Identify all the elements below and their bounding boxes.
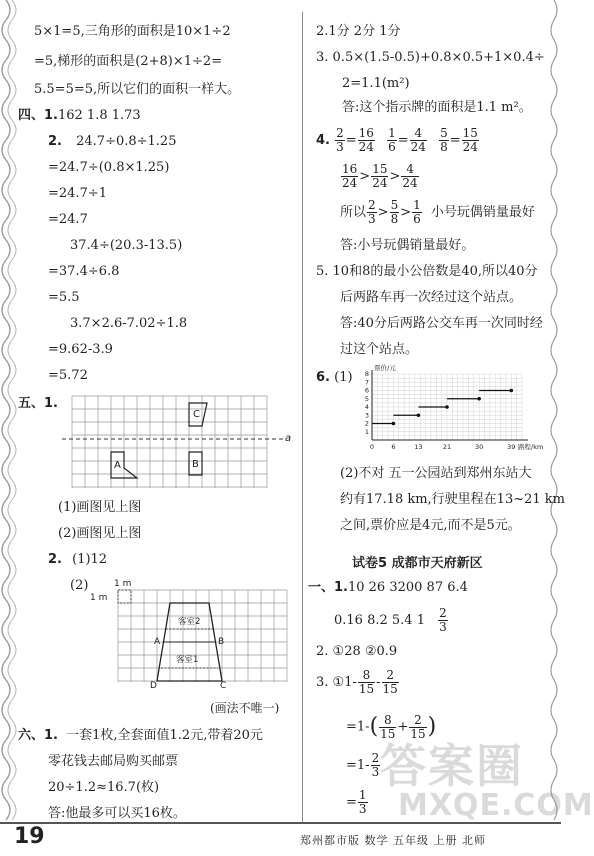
point-d-label: D	[150, 681, 157, 691]
q2-row	[48, 134, 176, 150]
y-axis-label: 票价/元	[374, 364, 396, 372]
text-line: =5,梯形的面积是(2+8)×1÷2=	[34, 54, 223, 69]
answer-text: 2.1分 2分 1分	[316, 24, 401, 39]
y-tick-label: 6	[364, 386, 369, 395]
calc-line: 37.4÷(20.3-13.5)	[70, 238, 183, 253]
room2-label: 客室2	[178, 617, 201, 627]
calc-line: =9.62-3.9	[48, 342, 113, 357]
so-text: 所以	[340, 205, 367, 220]
point-b-label: B	[218, 637, 225, 647]
fraction: $\frac{2}{3}$	[336, 126, 344, 154]
calc-line: 5. 10和8的最小公倍数是40,所以40分	[316, 264, 538, 279]
calc-line: =37.4÷6.8	[48, 264, 120, 279]
fraction: $\frac{16}{24}$	[342, 162, 358, 190]
answer-text: 一套1枚,全套面值1.2元,带着20元	[66, 728, 263, 743]
x-tick-label: 6	[391, 443, 396, 451]
segment-end-dot	[509, 389, 513, 393]
calc-lead: 3. ①1-	[316, 675, 357, 690]
shape-b-label: B	[192, 459, 199, 470]
test-title: 试卷5 成都市天府新区	[352, 556, 483, 571]
calc-line: 20÷1.2≈16.7(枚)	[48, 780, 160, 795]
y-tick-label: 3	[364, 411, 369, 420]
test-q1b-row	[334, 604, 449, 638]
answer-text: 答:40分后两路公交车再一次同时经	[340, 316, 543, 331]
calc-line: =24.7÷1	[48, 186, 108, 201]
fraction: $\frac{2}{15}$	[382, 668, 398, 696]
y-tick-label: 1	[364, 427, 369, 436]
answer-text: 162 1.8 1.73	[57, 108, 141, 123]
answer-text: (1)12	[72, 552, 108, 567]
calc-line: =24.7	[48, 212, 88, 227]
q2-row	[48, 552, 107, 568]
answer-text: 后两路车再一次经过这个站点。	[340, 290, 523, 305]
test-q2-row: 2. ①28 ②0.9	[316, 644, 398, 659]
section-label: 五、1.	[18, 396, 58, 411]
watermark-url: MXQE.COM	[398, 788, 594, 823]
fraction: $\frac{5}{8}$	[440, 126, 448, 154]
unit-square	[118, 590, 131, 603]
question-number: 4.	[316, 133, 330, 148]
conclusion-row: 所以 $\frac{2}{3}$ > $\frac{5}{8}$ > $\frac{1}{6}$ 小号玩偶销量最好	[340, 198, 535, 226]
watermark-logo: 答案圈	[380, 739, 524, 793]
section-label: 一、1.	[308, 580, 348, 595]
calc-row	[346, 748, 381, 784]
test-q1-row	[308, 580, 468, 596]
section-6-row	[18, 728, 263, 744]
wavy-left-border	[0, 0, 20, 856]
answer-text: 答:这个指示牌的面积是1.1 m²。	[342, 100, 532, 115]
footer-info: 郑州都市版 数学 五年级 上册 北师	[300, 834, 486, 847]
unit-left-label: 1 m	[90, 593, 108, 603]
answer-text: 0.16 8.2 5.4 1	[334, 613, 425, 628]
calc-row	[346, 786, 369, 820]
compare-row: $\frac{16}{24}$ > $\frac{15}{24}$ > $\frac{4}{24}$	[342, 162, 418, 190]
fraction: $\frac{4}{24}$	[402, 162, 418, 190]
answer-text: (2)	[70, 578, 89, 593]
answer-text: 答:小号玩偶销量最好。	[340, 238, 475, 253]
fraction: $\frac{2}{3}$	[371, 751, 380, 779]
text-line: 5.5=5=5,所以它们的面积一样大。	[34, 82, 241, 97]
page-number: 19	[14, 824, 45, 849]
fare-step-chart	[358, 364, 548, 456]
calc-line: 3.7×2.6-7.02÷1.8	[70, 316, 188, 331]
shape-a-label: A	[114, 460, 121, 471]
footer-bar	[0, 822, 561, 824]
section-label: 四、1.	[18, 108, 58, 123]
x-tick-label: 0	[369, 443, 375, 451]
section-4-row	[18, 108, 141, 124]
answer-line: (1)画图见上图	[58, 500, 142, 515]
y-tick-label: 4	[364, 403, 369, 411]
x-axis-label: 路程/km	[518, 443, 544, 451]
text-line: 5×1=5,三角形的面积是10×1÷2	[34, 24, 231, 39]
answer-text: (2)不对 五一公园站到郑州东站大	[340, 466, 532, 481]
point-a-label: A	[154, 637, 161, 647]
answer-text: 10 26 3200 87 6.4	[347, 580, 468, 595]
fraction: $\frac{4}{24}$	[410, 126, 426, 154]
q6-row	[316, 370, 353, 386]
answer-text: 过这个站点。	[340, 342, 419, 357]
y-tick-label: 7	[364, 378, 369, 387]
answer-text: 答:他最多可以买16枚。	[48, 806, 186, 821]
calc-lead: =1-	[346, 719, 370, 735]
segment-end-dot	[417, 413, 421, 417]
x-tick-label: 13	[414, 443, 423, 451]
fraction: $\frac{1}{6}$	[388, 126, 396, 154]
axis-label-a: a	[285, 433, 292, 444]
calc-line: 2=1.1(m²)	[342, 76, 410, 91]
y-tick-label: 8	[364, 370, 369, 378]
column-divider	[302, 12, 303, 822]
shape-c-label: C	[193, 409, 200, 420]
fraction: $\frac{2}{3}$	[368, 198, 376, 226]
room1-label: 客室1	[176, 655, 199, 665]
question-number: 2.	[48, 552, 62, 567]
question-number: 2.	[48, 134, 62, 149]
calc-line: 3. 0.5×(1.5-0.5)+0.8×0.5+1×0.4÷	[316, 50, 545, 65]
segment-end-dot	[392, 422, 396, 426]
y-tick-label: 5	[364, 394, 369, 403]
calc-line: =24.7÷(0.8×1.25)	[48, 160, 170, 175]
answer-text: (1)	[334, 370, 353, 385]
segment-end-dot	[445, 405, 449, 409]
grid-lines	[72, 396, 267, 488]
grid-lines	[118, 590, 287, 682]
symmetry-grid-figure	[62, 396, 292, 492]
unit-top-label: 1 m	[114, 579, 132, 589]
fraction: $\frac{8}{15}$	[358, 668, 375, 696]
question-number: 6.	[316, 370, 330, 385]
answer-line: (2)画图见上图	[58, 526, 142, 541]
fraction: $\frac{8}{15}$	[380, 712, 396, 741]
trapezoid-grid-figure	[88, 576, 298, 691]
point-c-label: C	[220, 681, 227, 691]
note-text: (画法不唯一)	[210, 701, 280, 715]
fraction: $\frac{2}{3}$	[439, 606, 447, 634]
test-q3-row: 3. ①1- $\frac{8}{15}$ - $\frac{2}{15}$	[316, 668, 398, 696]
segment-end-dot	[477, 397, 481, 401]
calc-line: =5.5	[48, 290, 80, 305]
y-tick-label: 2	[364, 419, 369, 428]
calc-line: 24.7÷0.8÷1.25	[76, 134, 177, 149]
fraction: $\frac{1}{6}$	[413, 198, 421, 226]
fraction: $\frac{15}{24}$	[462, 126, 478, 154]
fraction: $\frac{5}{8}$	[390, 198, 399, 226]
fraction: $\frac{1}{3}$	[358, 788, 367, 816]
so-tail: 小号玩偶销量最好	[430, 205, 535, 220]
calc-lead: =1-	[346, 758, 370, 773]
calc-row: =1-( $\frac{8}{15}$ + $\frac{2}{15}$ )	[346, 712, 437, 741]
calc-lead: =	[346, 795, 357, 810]
section-label: 六、1.	[18, 728, 58, 743]
answer-text: 约有17.18 km,行驶里程在13~21 km	[340, 492, 565, 507]
x-tick-label: 39	[507, 443, 516, 451]
answer-text: 之间,票价应是4元,而不是5元。	[340, 518, 521, 533]
calc-line: =5.72	[48, 368, 88, 383]
fraction: $\frac{15}{24}$	[372, 162, 388, 190]
x-tick-label: 21	[442, 443, 452, 451]
answer-text: 零花钱去邮局购买邮票	[48, 754, 179, 769]
section-5-row	[18, 396, 58, 412]
fraction: $\frac{2}{15}$	[410, 712, 426, 741]
x-tick-label: 30	[475, 443, 484, 451]
q4-fraction-row: 4. $\frac{2}{3}$ = $\frac{16}{24}$ $\frac{1}{6}$ = $\frac{4}{24}$ $\frac{5}{8}$ = $\frac{15}{24}$	[316, 126, 478, 154]
fraction: $\frac{16}{24}$	[358, 126, 374, 154]
wavy-right-border	[547, 0, 561, 856]
